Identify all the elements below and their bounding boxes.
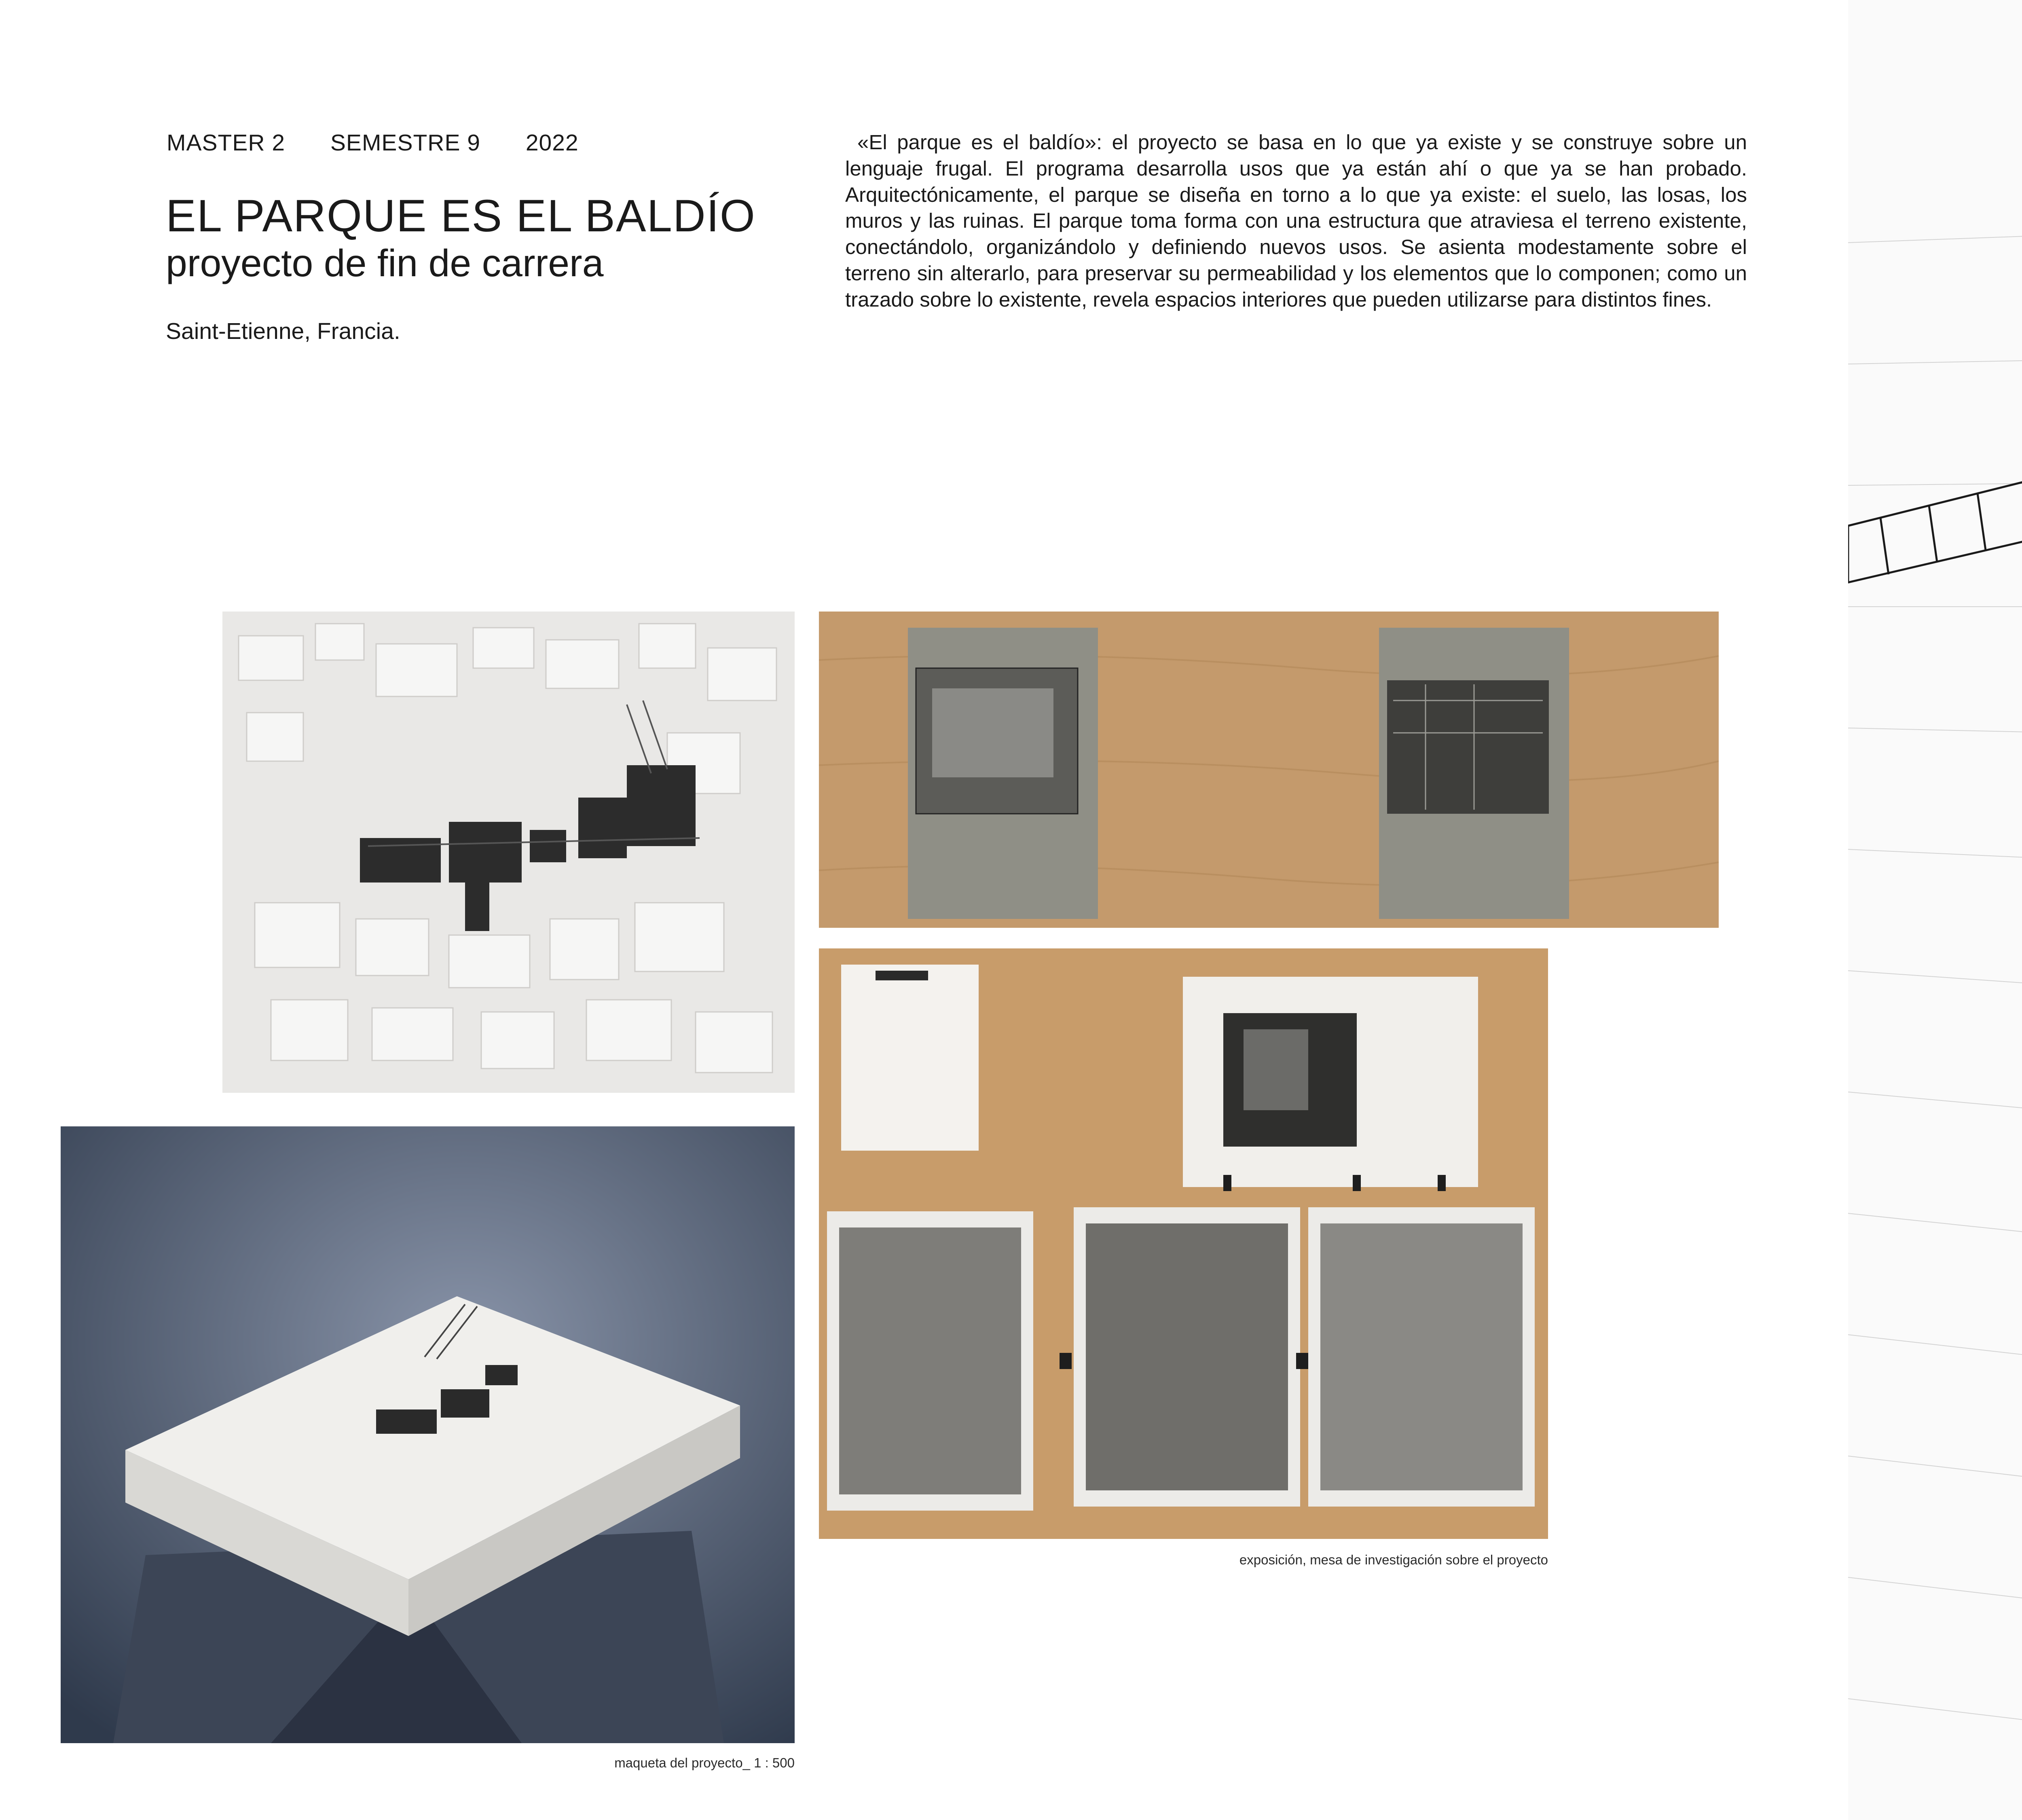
photo-books-on-table <box>819 612 1719 928</box>
photo-model-top-view <box>222 612 795 1093</box>
meta-line <box>167 129 579 156</box>
meta-semester: SEMESTRE 9 <box>330 130 480 156</box>
photo-research-table <box>819 948 1548 1539</box>
location-label: Saint-Etienne, Francia. <box>166 318 400 344</box>
page-subtitle: proyecto de fin de carrera <box>166 242 604 285</box>
caption-research-table: exposición, mesa de investigación sobre el proyecto <box>1239 1552 1548 1567</box>
meta-degree: MASTER 2 <box>167 130 286 156</box>
meta-year: 2022 <box>525 130 579 156</box>
site-plan-drawing <box>1848 0 2022 1820</box>
photo-model-perspective <box>61 1126 795 1743</box>
page-title: EL PARQUE ES EL BALDÍO <box>166 190 756 241</box>
caption-model: maqueta del proyecto_ 1 : 500 <box>614 1755 795 1770</box>
project-description: «El parque es el baldío»: el proyecto se basa en lo que ya existe y se construye sobre un lenguaje frugal. El programa desarrolla usos que ya están ahí o que ya se han probado. Arquitectónicamente, el parque se diseña en torno a lo que ya existe: el suelo, las losas, los muros y las ruinas. El parque toma forma con una estructura que atraviesa el terreno existente, conectándolo, organizándolo y definiendo nuevos usos. Se asienta modestamente sobre el terreno sin alterarlo, para preservar su permeabilidad y los elementos que lo componen; como un trazado sobre lo existente, revela espacios interiores que pueden utilizarse para distintos fines. <box>845 131 1747 311</box>
